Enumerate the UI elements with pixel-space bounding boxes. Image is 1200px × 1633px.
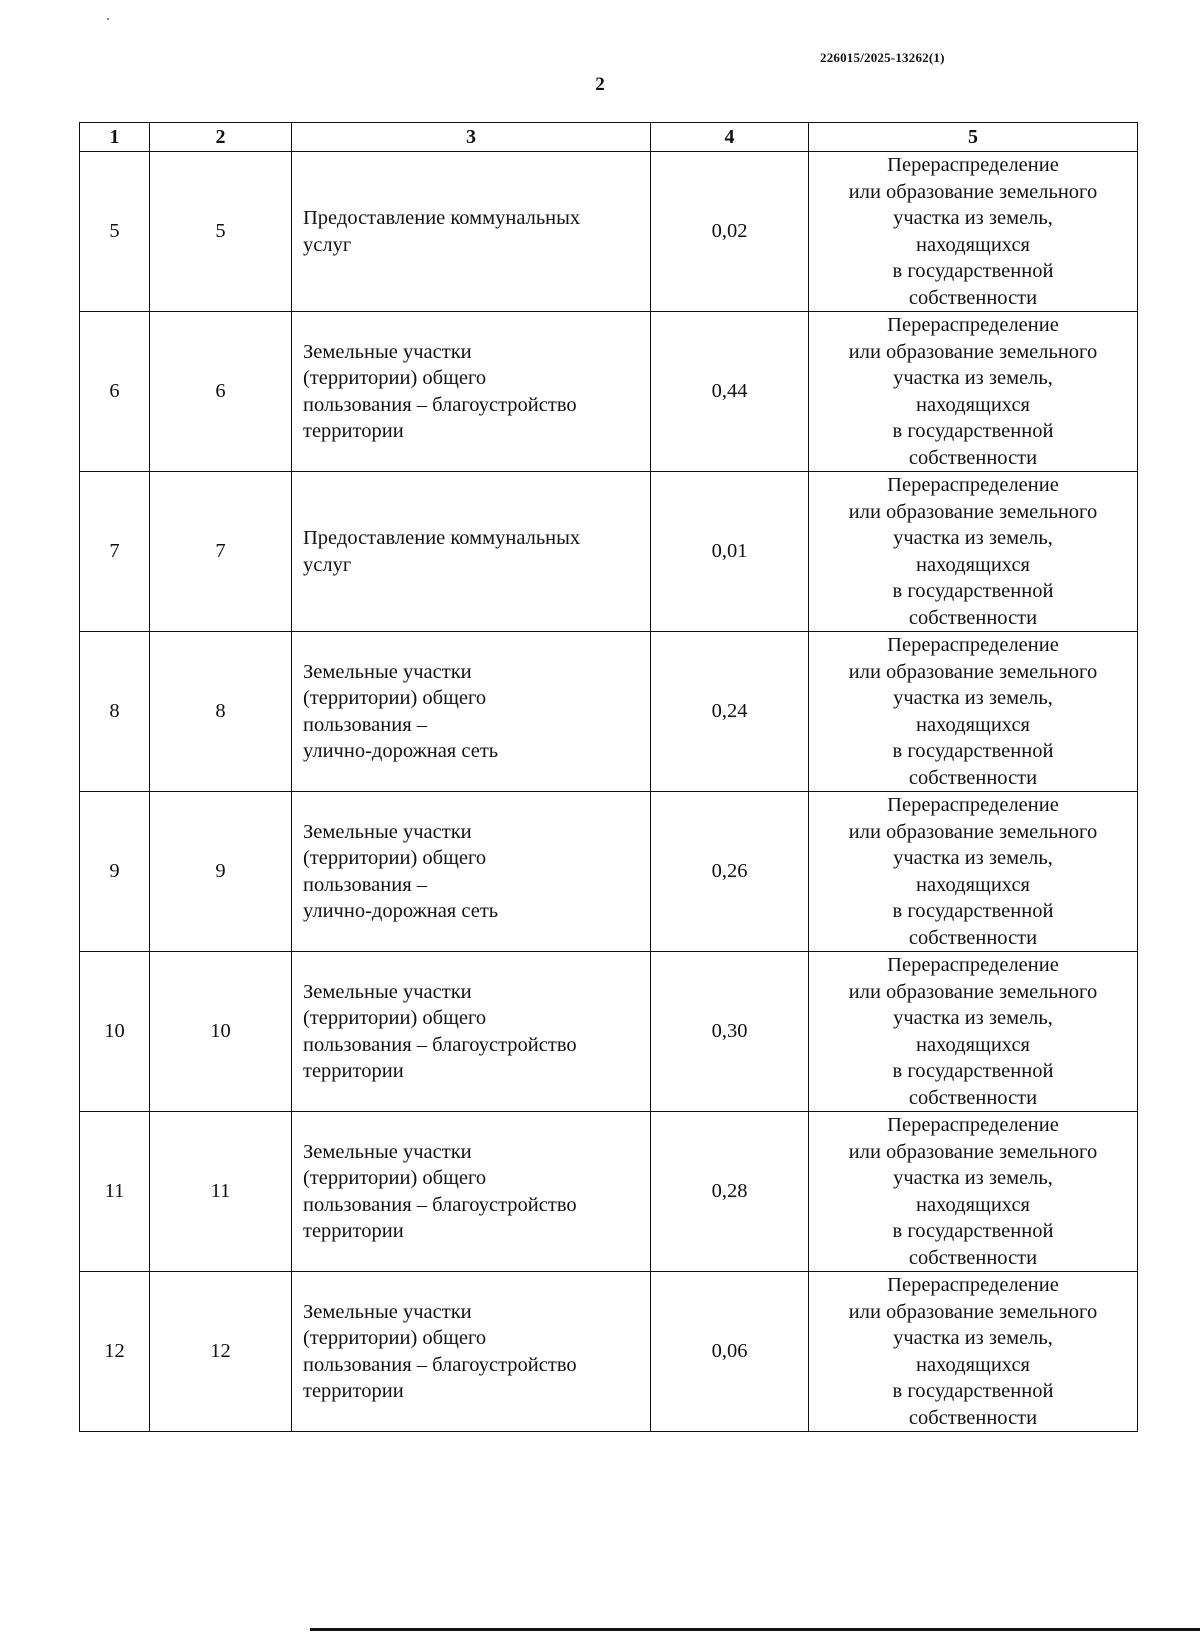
formation-method-line: Перераспределение (887, 474, 1059, 496)
formation-method-line: находящихся (915, 1353, 1030, 1376)
formation-method-line: участка из земель, (893, 367, 1053, 389)
column-header: 2 (150, 123, 292, 152)
formation-method-line: Перераспределение (887, 1274, 1059, 1296)
land-use-line: услуг (303, 233, 352, 256)
formation-method-line: участка из земель, (893, 847, 1053, 869)
column-header: 4 (651, 123, 809, 152)
land-use-line: Земельные участки (303, 1300, 472, 1323)
land-use-line: Земельные участки (303, 820, 472, 843)
column-header: 5 (809, 123, 1138, 152)
land-use-line: пользования – благоустройство (303, 393, 577, 416)
formation-method-line: Перераспределение (887, 954, 1059, 976)
formation-method-line: находящихся (915, 1033, 1030, 1056)
formation-method-line: находящихся (915, 873, 1030, 896)
area-cell: 0,28 (651, 1112, 809, 1272)
land-use-cell (292, 312, 651, 472)
land-use-line: Земельные участки (303, 340, 472, 363)
plot-number-cell: 10 (150, 952, 292, 1112)
formation-method-cell (809, 152, 1138, 312)
area-cell: 0,30 (651, 952, 809, 1112)
formation-method-line: участка из земель, (893, 207, 1053, 229)
formation-method-line: или образование земельного (848, 340, 1098, 363)
formation-method-line: находящихся (915, 233, 1030, 256)
scan-bottom-edge (310, 1628, 1200, 1631)
document-number: 226015/2025-13262(1) (820, 50, 945, 65)
formation-method-line: или образование земельного (848, 980, 1098, 1003)
land-use-line: территории (303, 1380, 404, 1402)
row-number-cell: 8 (80, 632, 150, 792)
land-plots-table (79, 122, 1138, 1432)
land-use-line: территории (303, 1060, 404, 1082)
formation-method-line: Перераспределение (887, 794, 1059, 816)
land-use-line: пользования – благоустройство (303, 1033, 577, 1056)
land-use-line: (территории) общего (303, 367, 487, 389)
row-number-cell: 10 (80, 952, 150, 1112)
formation-method-cell (809, 1112, 1138, 1272)
formation-method-line: Перераспределение (887, 634, 1059, 656)
formation-method-line: находящихся (915, 713, 1030, 736)
table-row (80, 312, 1138, 472)
land-use-line: Земельные участки (303, 1140, 472, 1163)
land-use-line: (территории) общего (303, 847, 487, 869)
formation-method-line: находящихся (915, 1193, 1030, 1216)
area-cell: 0,01 (651, 472, 809, 632)
formation-method-line: или образование земельного (848, 500, 1098, 523)
formation-method-line: в государственной (892, 580, 1054, 602)
row-number-cell: 5 (80, 152, 150, 312)
area-cell: 0,06 (651, 1272, 809, 1432)
column-header: 1 (80, 123, 150, 152)
area-cell: 0,26 (651, 792, 809, 952)
formation-method-cell (809, 792, 1138, 952)
formation-method-cell (809, 472, 1138, 632)
land-use-line: территории (303, 1220, 404, 1242)
formation-method-line: участка из земель, (893, 1007, 1053, 1029)
formation-method-line: участка из земель, (893, 687, 1053, 709)
formation-method-cell (809, 632, 1138, 792)
land-use-cell (292, 792, 651, 952)
formation-method-line: собственности (908, 1086, 1038, 1109)
formation-method-line: в государственной (892, 1380, 1054, 1402)
land-use-line: улично-дорожная сеть (303, 900, 499, 922)
land-use-line: услуг (303, 553, 352, 576)
formation-method-line: или образование земельного (848, 820, 1098, 843)
row-number-cell: 12 (80, 1272, 150, 1432)
land-use-line: Предоставление коммунальных (303, 527, 581, 549)
land-use-line: (территории) общего (303, 1007, 487, 1029)
land-use-line: пользования – благоустройство (303, 1193, 577, 1216)
land-use-cell (292, 1272, 651, 1432)
formation-method-line: собственности (908, 1246, 1038, 1269)
formation-method-line: Перераспределение (887, 314, 1059, 336)
plot-number-cell: 12 (150, 1272, 292, 1432)
formation-method-line: участка из земель, (893, 1167, 1053, 1189)
table-row (80, 952, 1138, 1112)
land-use-cell (292, 472, 651, 632)
table-row (80, 472, 1138, 632)
formation-method-line: в государственной (892, 1060, 1054, 1082)
formation-method-line: участка из земель, (893, 527, 1053, 549)
table-row (80, 1112, 1138, 1272)
plot-number-cell: 8 (150, 632, 292, 792)
formation-method-cell (809, 952, 1138, 1112)
land-use-cell (292, 152, 651, 312)
formation-method-line: Перераспределение (887, 1114, 1059, 1136)
formation-method-line: собственности (908, 286, 1038, 309)
formation-method-cell (809, 1272, 1138, 1432)
table-row (80, 792, 1138, 952)
scan-speck (107, 18, 109, 20)
land-use-line: (территории) общего (303, 1327, 487, 1349)
plot-number-cell: 7 (150, 472, 292, 632)
land-use-line: (территории) общего (303, 687, 487, 709)
land-use-cell (292, 1112, 651, 1272)
area-cell: 0,24 (651, 632, 809, 792)
land-use-line: (территории) общего (303, 1167, 487, 1189)
row-number-cell: 9 (80, 792, 150, 952)
table-row (80, 1272, 1138, 1432)
land-use-line: Земельные участки (303, 660, 472, 683)
formation-method-line: участка из земель, (893, 1327, 1053, 1349)
land-use-line: территории (303, 420, 404, 442)
plot-number-cell: 6 (150, 312, 292, 472)
formation-method-line: собственности (908, 446, 1038, 469)
plot-number-cell: 5 (150, 152, 292, 312)
land-use-line: пользования – (303, 873, 428, 896)
formation-method-line: в государственной (892, 1220, 1054, 1242)
land-use-line: пользования – благоустройство (303, 1353, 577, 1376)
formation-method-line: собственности (908, 1406, 1038, 1429)
land-use-line: улично-дорожная сеть (303, 740, 499, 762)
table-row (80, 152, 1138, 312)
formation-method-line: или образование земельного (848, 660, 1098, 683)
formation-method-line: или образование земельного (848, 1300, 1098, 1323)
land-use-line: Земельные участки (303, 980, 472, 1003)
formation-method-line: собственности (908, 766, 1038, 789)
table-body (80, 152, 1138, 1432)
formation-method-line: в государственной (892, 260, 1054, 282)
formation-method-line: или образование земельного (848, 1140, 1098, 1163)
land-use-line: пользования – (303, 713, 428, 736)
area-cell: 0,02 (651, 152, 809, 312)
formation-method-cell (809, 312, 1138, 472)
plot-number-cell: 9 (150, 792, 292, 952)
column-header: 3 (292, 123, 651, 152)
formation-method-line: находящихся (915, 393, 1030, 416)
table-row (80, 632, 1138, 792)
formation-method-line: в государственной (892, 420, 1054, 442)
formation-method-line: находящихся (915, 553, 1030, 576)
page-number: 2 (595, 74, 605, 95)
formation-method-line: или образование земельного (848, 180, 1098, 203)
land-use-cell (292, 952, 651, 1112)
row-number-cell: 11 (80, 1112, 150, 1272)
row-number-cell: 7 (80, 472, 150, 632)
formation-method-line: в государственной (892, 740, 1054, 762)
row-number-cell: 6 (80, 312, 150, 472)
area-cell: 0,44 (651, 312, 809, 472)
table-header-row (80, 123, 1138, 152)
land-use-cell (292, 632, 651, 792)
formation-method-line: собственности (908, 926, 1038, 949)
formation-method-line: Перераспределение (887, 154, 1059, 176)
plot-number-cell: 11 (150, 1112, 292, 1272)
land-use-line: Предоставление коммунальных (303, 207, 581, 229)
formation-method-line: в государственной (892, 900, 1054, 922)
formation-method-line: собственности (908, 606, 1038, 629)
